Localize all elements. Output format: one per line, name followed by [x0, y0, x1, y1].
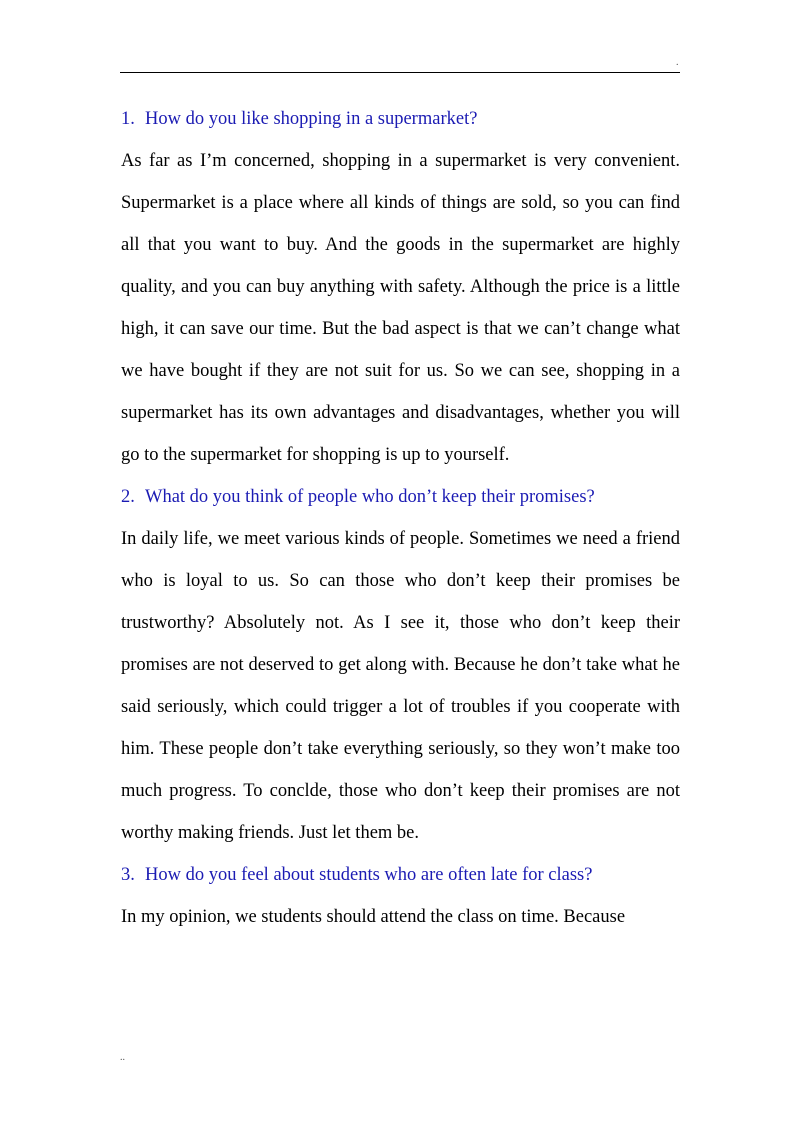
answer-1: As far as I’m concerned, shopping in a supermarket is very convenient. Supermarket is a place where all kinds of things are sold, so you can find all that you want to buy. And the goods in the supermarket are highly quality, and you can buy anything with safety. Although the price is a little high, it can save our time. But the bad aspect is that we can’t change what we have bought if they are not suit for us. So we can see, shopping in a supermarket has its own advantages and disadvantages, whether you will go to the supermarket for shopping is up to yourself. [121, 151, 680, 465]
question-text: How do you feel about students who are often late for class? [145, 865, 593, 885]
header-rule [120, 72, 680, 73]
question-3 [121, 854, 680, 896]
question-number: 2. [121, 487, 135, 507]
answer-3: In my opinion, we students should attend the class on time. Because [121, 907, 626, 927]
question-number: 3. [121, 865, 135, 885]
question-text: What do you think of people who don’t keep their promises? [145, 487, 595, 507]
footer-mark: .. [120, 1052, 125, 1063]
question-2 [121, 476, 680, 518]
question-1 [121, 98, 680, 140]
question-number: 1. [121, 109, 135, 129]
header-mark: . [676, 57, 679, 68]
answer-2: In daily life, we meet various kinds of people. Sometimes we need a friend who is loyal to us. So can those who don’t keep their promises be trustworthy? Absolutely not. As I see it, those who don’t keep their promises are not deserved to get along with. Because he don’t take what he said seriously, which could trigger a lot of troubles if you cooperate with him. These people don’t take everything seriously, so they won’t make too much progress. To conclde, those who don’t keep their promises are not worthy making friends. Just let them be. [121, 529, 680, 843]
question-text: How do you like shopping in a supermarket? [145, 109, 478, 129]
document-body [121, 98, 680, 938]
